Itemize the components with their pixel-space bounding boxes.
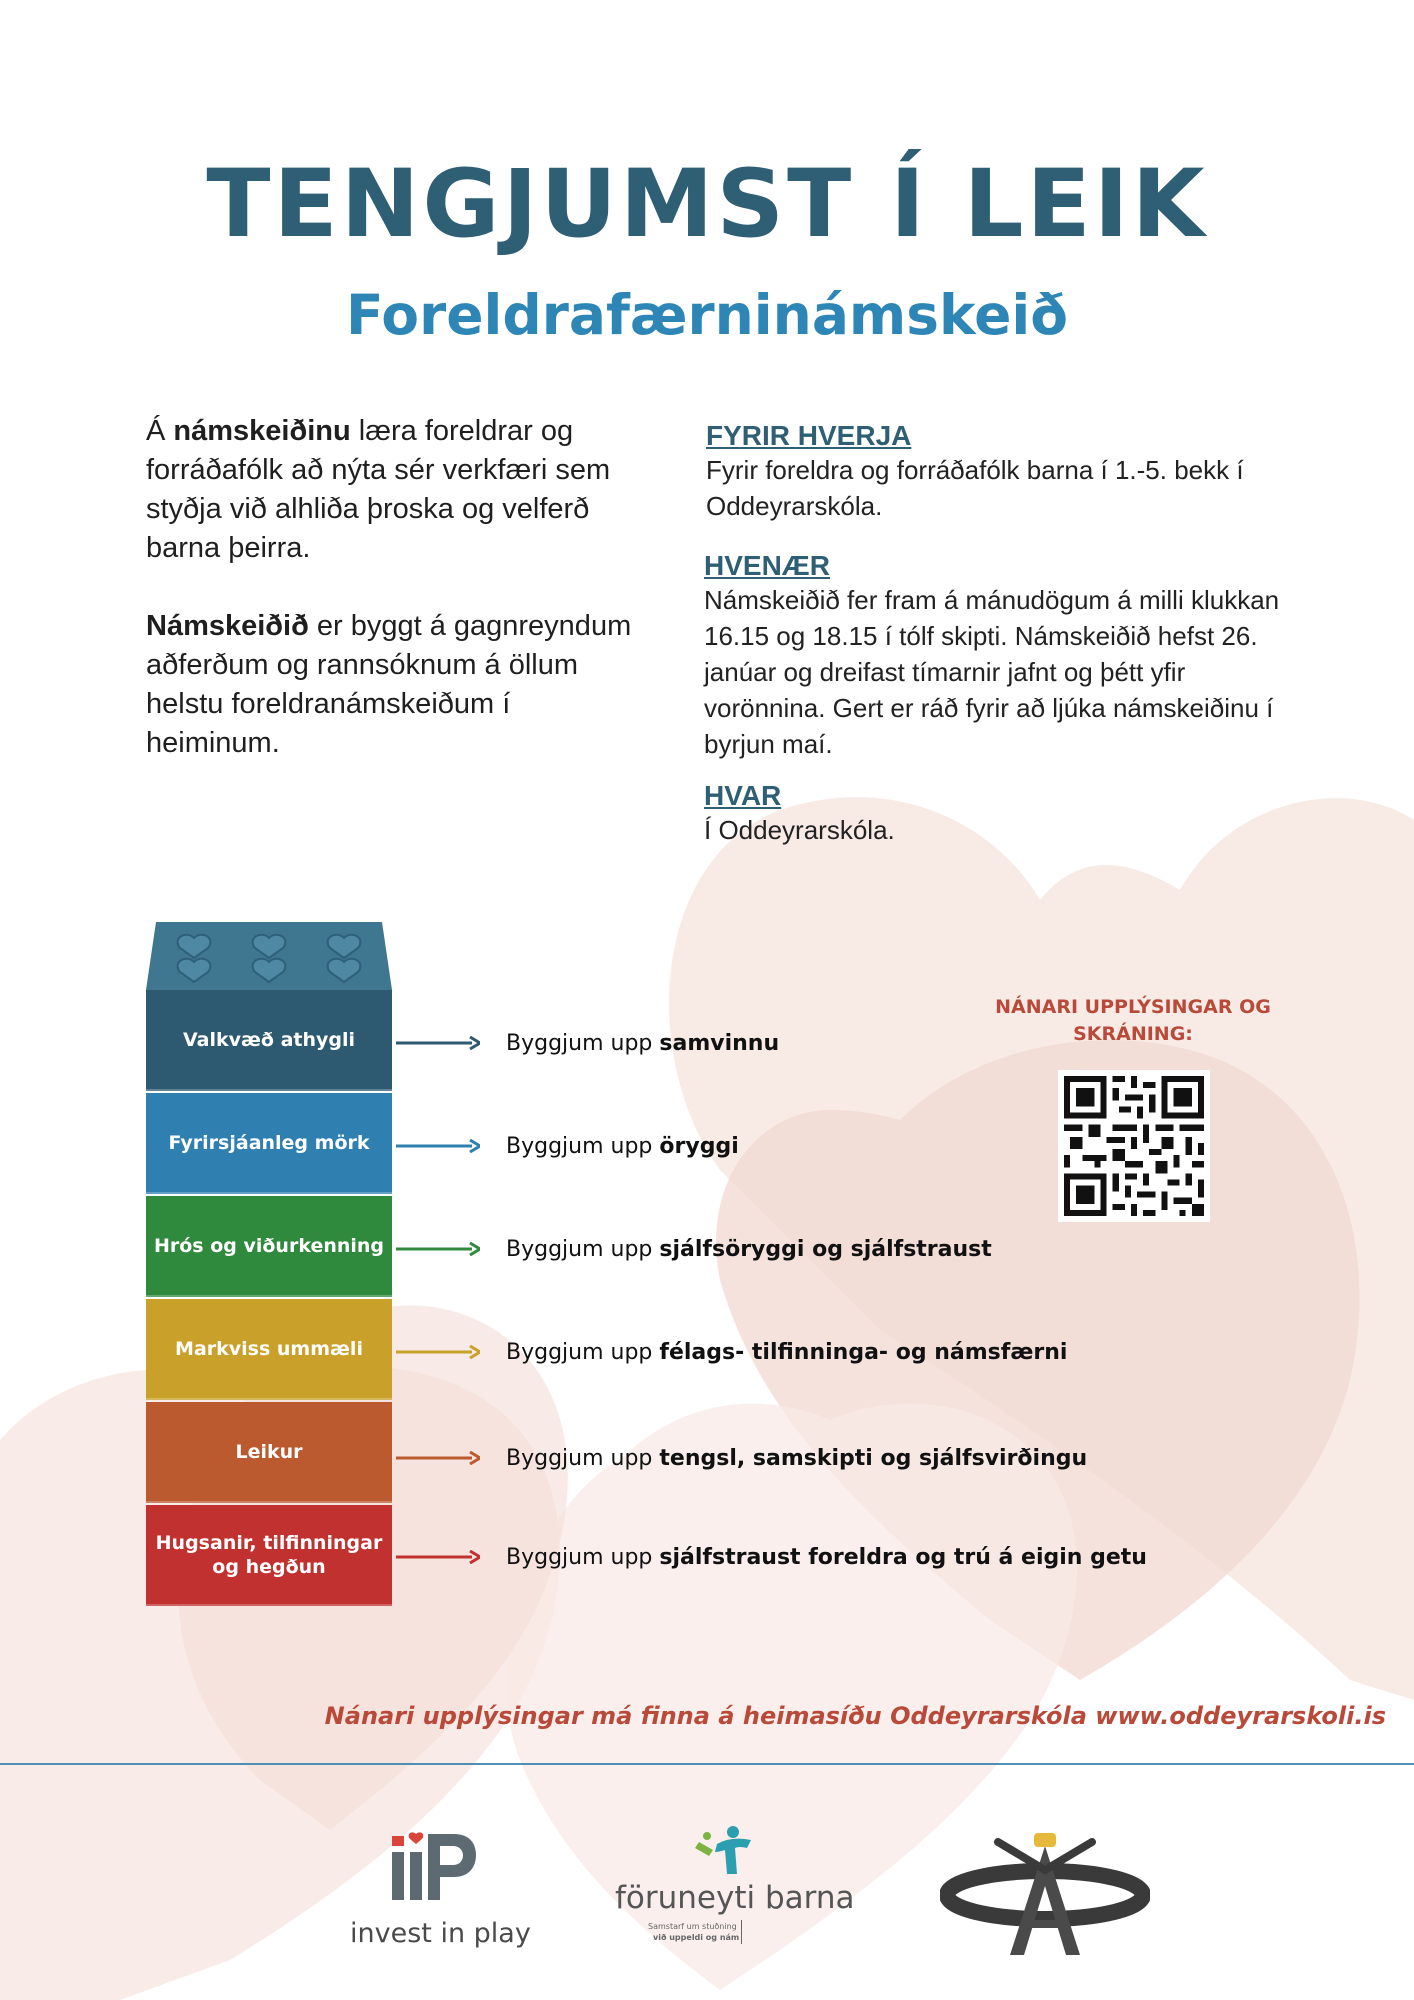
footer-note-website: Nánari upplýsingar má finna á heimasíðu Oddeyrarskóla www.oddeyrarskoli.is: [324, 1702, 1386, 1730]
outcome-text: Byggjum upp félags- tilfinninga- og námsfærni: [506, 1339, 1068, 1365]
foruneyti-barna-logo: [615, 1822, 855, 1952]
outcome-text: Byggjum upp sjálfsöryggi og sjálfstraust: [506, 1236, 992, 1262]
arrow-right-icon: [396, 1036, 480, 1050]
oddeyrarskoli-logo-icon: [940, 1830, 1150, 1960]
page-title: TENGJUMST Í LEIK: [206, 150, 1208, 259]
qr-label: NÁNARI UPPLÝSINGAR OG SKRÁNING:: [995, 996, 1271, 1045]
intro-paragraph-1: Á námskeiðinu læra foreldrar og forráðafólk að nýta sér verkfæri sem styðja við alhliða þroska og velferð barna þeirra.: [146, 415, 611, 564]
foruneyti-logo-sub1: Samstarf um stuðning: [648, 1922, 737, 1931]
outcome-text: Byggjum upp sjálfstraust foreldra og trú á eigin getu: [506, 1544, 1147, 1570]
block-hros-og-vidurkenning: Hrós og viðurkenning: [146, 1196, 392, 1297]
outcome-text: Byggjum upp samvinnu: [506, 1030, 780, 1056]
outcome-row: [396, 1337, 1067, 1367]
arrow-right-icon: [396, 1451, 480, 1465]
outcome-row: [396, 1234, 992, 1264]
iip-mark-icon: [392, 1830, 492, 1910]
outcome-row: [396, 1131, 739, 1161]
block-leikur: Leikur: [146, 1402, 392, 1503]
outcome-text: Byggjum upp tengsl, samskipti og sjálfsvirðingu: [506, 1445, 1088, 1471]
footer-divider: [0, 1763, 1414, 1765]
outcome-row: [396, 1443, 1087, 1473]
arrow-right-icon: [396, 1550, 480, 1564]
where-text: Í Oddeyrarskóla.: [704, 815, 895, 845]
intro-text: [146, 412, 636, 802]
foruneyti-figures-icon: [687, 1822, 767, 1882]
arrow-right-icon: [396, 1139, 480, 1153]
invest-in-play-logo: [350, 1830, 531, 1960]
arrow-right-icon: [396, 1345, 480, 1359]
info-where: [704, 780, 1284, 848]
foruneyti-logo-text: föruneyti barna: [615, 1880, 855, 1916]
who-text: Fyrir foreldra og forráðafólk barna í 1.-5. bekk í Oddeyrarskóla.: [706, 455, 1244, 521]
outcome-row: [396, 1028, 779, 1058]
brick-top-hearts-icon: [146, 922, 392, 990]
arrow-right-icon: [396, 1242, 480, 1256]
when-text: Námskeiðið fer fram á mánudögum á milli klukkan 16.15 og 18.15 í tólf skipti. Námskeiðið hefst 26. janúar og dreifast tímarnir jafnt og þétt yfir vorönnina. Gert er ráð fyrir að ljúka námskeiðinu í byrjun maí.: [704, 585, 1280, 759]
intro-paragraph-2: Námskeiðið er byggt á gagnreyndum aðferðum og rannsóknum á öllum helstu foreldranámskeiðum í heiminum.: [146, 610, 632, 759]
who-heading: FYRIR HVERJA: [706, 420, 912, 451]
info-who: [706, 420, 1286, 524]
info-when: [704, 550, 1284, 762]
page-subtitle: Foreldrafærninámskeið: [345, 283, 1069, 347]
qr-code-icon[interactable]: [1058, 1070, 1210, 1222]
outcome-row: [396, 1542, 1147, 1572]
foruneyti-logo-sub2: við uppeldi og nám: [653, 1933, 740, 1942]
where-heading: HVAR: [704, 780, 782, 811]
outcome-text: Byggjum upp öryggi: [506, 1133, 739, 1159]
iip-logo-text: invest in play: [350, 1918, 531, 1949]
block-valkvaed-athygli: Valkvæð athygli: [146, 990, 392, 1091]
foruneyti-logo-divider: [741, 1920, 742, 1944]
block-fyrirsjaanleg-mork: Fyrirsjáanleg mörk: [146, 1093, 392, 1194]
block-hugsanir: Hugsanir, tilfinningar og hegðun: [146, 1505, 392, 1606]
block-markviss-ummaeli: Markviss ummæli: [146, 1299, 392, 1400]
when-heading: HVENÆR: [704, 550, 831, 581]
